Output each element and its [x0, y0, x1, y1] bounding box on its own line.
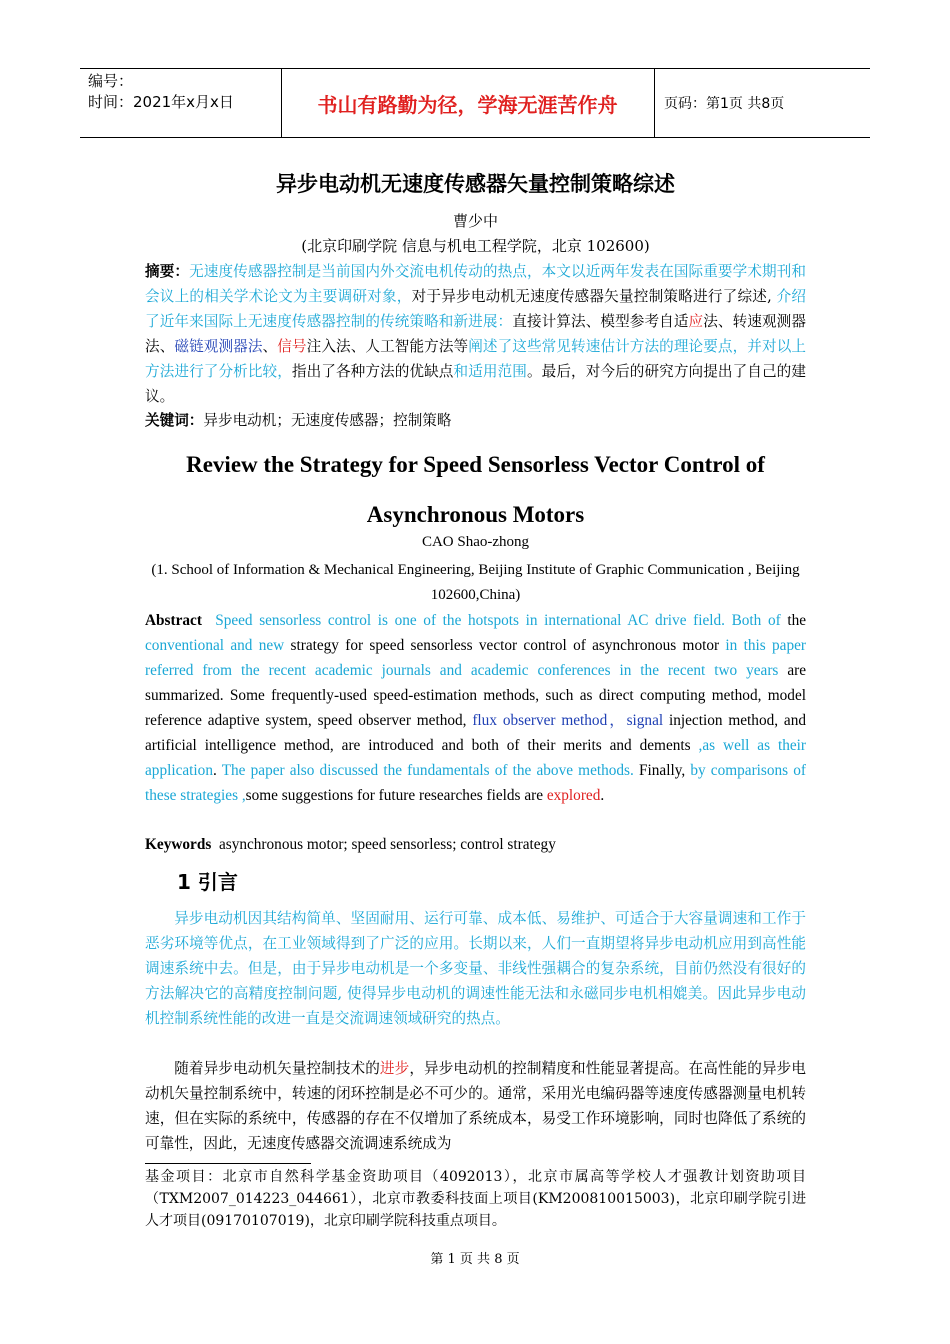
keywords-en-label: Keywords [145, 836, 212, 853]
serial-label: 编号： [88, 72, 134, 90]
footnote-divider [145, 1163, 311, 1164]
intro-paragraph-2: 随着异步电动机矢量控制技术的进步，异步电动机的控制精度和性能显著提高。在高性能的异步电动机矢量控制系统中，转速的闭环控制是必不可少的。通常，采用光电编码器等速度传感器测量电机转速，但在实际的系统中，传感器的存在不仅增加了系统成本，易受工作环境影响，同时也降低了系统的可靠性，因此，无速度传感器交流调速系统成为 [145, 1060, 806, 1152]
paper-title-en: Review the Strategy for Speed Sensorless Vector Control of Asynchronous Motors [186, 452, 765, 527]
funding-footnote: 基金项目：北京市自然科学基金资助项目（4092013），北京市属高等学校人才强教计划资助项目（TXM2007_014223_044661），北京市教委科技面上项目(KM200810015003)，北京印刷学院引进人才项目(09170107019)，北京印刷学院科技重点项目。 [145, 1169, 806, 1229]
header-page-info: 页码：第1页 共8页 [664, 96, 785, 112]
abstract-cn-label: 摘要： [145, 263, 190, 280]
header-motto: 书山有路勤为径，学海无涯苦作舟 [317, 93, 618, 117]
affiliation-en: (1. School of Information & Mechanical Engineering, Beijing Institute of Graphic Communication , Beijing 102600,China) [151, 562, 800, 603]
author-en: CAO Shao-zhong [421, 534, 530, 550]
affiliation-cn: (北京印刷学院 信息与机电工程学院，北京 102600) [301, 237, 650, 255]
keywords-cn: 关键词：异步电动机；无速度传感器；控制策略 [145, 412, 452, 429]
time-label: 时间：2021年x月x日 [88, 93, 234, 111]
header-divider [654, 69, 655, 137]
page-footer: 第 1 页 共 8 页 [430, 1252, 520, 1267]
paper-title-cn: 异步电动机无速度传感器矢量控制策略综述 [276, 172, 675, 196]
section-heading-introduction: 1 引言 [177, 870, 238, 894]
keywords-cn-label: 关键词： [145, 412, 204, 429]
page-header [80, 68, 870, 138]
abstract-en-label: Abstract [145, 612, 202, 629]
abstract-en: Abstract Speed sensorless control is one of the hotspots in international AC drive field. Both of the conventional and new strategy for speed sensorless vector control of asynchronous motor in this paper referred from the recent academic journals and academic conferences in the recent two years are summarized. Some frequently-used speed-estimation methods, such as direct computing method, model reference adaptive system, speed observer method, flux observer method，signal injection method, and artificial intelligence method, are introduced and both of their merits and dements ,as well as their application. The paper also discussed the fundamentals of the above methods. Finally, by comparisons of these strategies ,some suggestions for future researches fields are explored. [145, 612, 807, 804]
header-meta [88, 71, 278, 113]
intro-paragraph-1: 异步电动机因其结构简单、坚固耐用、运行可靠、成本低、易维护、可适合于大容量调速和工作于恶劣环境等优点，在工业领域得到了广泛的应用。长期以来，人们一直期望将异步电动机应用到高性能调速系统中去。但是，由于异步电动机是一个多变量、非线性强耦合的复杂系统，目前仍然没有很好的方法解决它的高精度控制问题, 使得异步电动机的调速性能无法和永磁同步电机相媲美。因此异步电动机控制系统性能的改进一直是交流调速领域研究的热点。 [145, 910, 806, 1027]
abstract-cn: 摘要：无速度传感器控制是当前国内外交流电机传动的热点，本文以近两年发表在国际重要学术期刊和会议上的相关学术论文为主要调研对象，对于异步电动机无速度传感器矢量控制策略进行了综述, 介绍了近年来国际上无速度传感器控制的传统策略和新进展：直接计算法、模型参考自适应法、转速观测器法、磁链观测器法、信号注入法、人工智能方法等阐述了这些常见转速估计方法的理论要点，并对以上方法进行了分析比较，指出了各种方法的优缺点和适用范围。最后，对今后的研究方向提出了自己的建议。 [145, 263, 806, 405]
author-cn: 曹少中 [452, 212, 498, 230]
keywords-en: Keywords asynchronous motor; speed sensorless; control strategy [145, 836, 556, 853]
